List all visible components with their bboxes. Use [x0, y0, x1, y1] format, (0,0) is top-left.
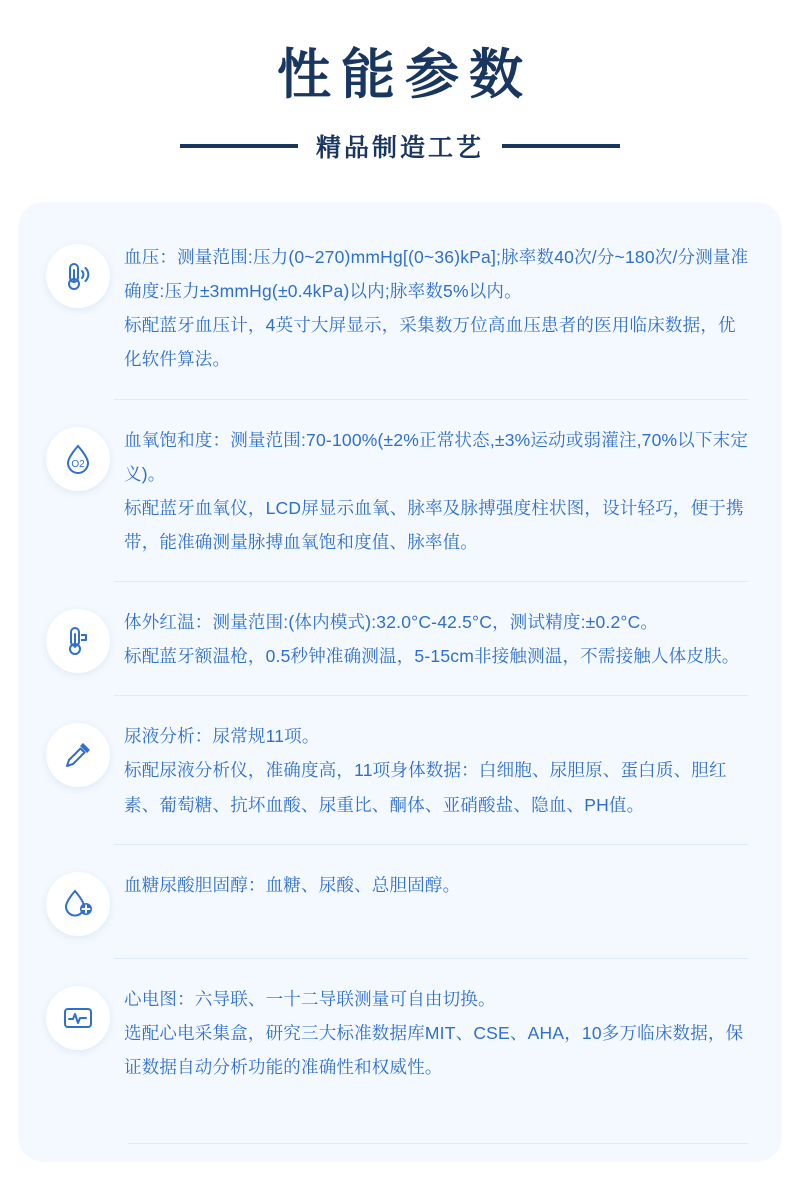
icon-cell — [32, 717, 124, 787]
blood-oxygen-drop-icon — [46, 427, 110, 491]
icon-cell — [32, 603, 124, 673]
spec-text — [124, 866, 752, 902]
icon-cell — [32, 866, 124, 936]
spec-line: 标配蓝牙血氧仪，LCD屏显示血氧、脉率及脉搏强度柱状图，设计轻巧，便于携带，能准确测量脉搏血氧饱和度值、脉率值。 — [124, 497, 744, 552]
thermometer-gun-icon — [46, 609, 110, 673]
spec-row-temperature — [18, 581, 782, 695]
page-header — [0, 0, 800, 164]
spec-line: 体外红温：测量范围:(体内模式):32.0°C-42.5°C，测试精度:±0.2°C。 — [124, 612, 659, 633]
spec-text — [124, 603, 752, 673]
blood-drop-plus-icon — [46, 872, 110, 936]
spec-line: 标配蓝牙血压计，4英寸大屏显示，采集数万位高血压患者的医用临床数据，优化软件算法。 — [124, 315, 736, 370]
spec-text — [124, 980, 752, 1084]
spec-text — [124, 238, 752, 377]
spec-row-spo2 — [18, 399, 782, 582]
icon-cell — [32, 238, 124, 308]
spec-row-urine-analysis — [18, 695, 782, 843]
spec-line: 选配心电采集盒，研究三大标准数据库MIT、CSE、AHA，10多万临床数据，保证数据自动分析功能的准确性和权威性。 — [124, 1022, 744, 1077]
thermometer-signal-icon — [46, 244, 110, 308]
spec-card — [18, 202, 782, 1162]
spec-line: 标配尿液分析仪，准确度高，11项身体数据：白细胞、尿胆原、蛋白质、胆红素、葡萄糖、抗坏血酸、尿重比、酮体、亚硝酸盐、隐血、PH值。 — [124, 760, 727, 815]
svg-text:O2: O2 — [71, 458, 85, 470]
dropper-pipette-icon — [46, 723, 110, 787]
spec-line: 尿液分析：尿常规11项。 — [124, 726, 320, 747]
spec-line: 血糖尿酸胆固醇：血糖、尿酸、总胆固醇。 — [124, 874, 461, 895]
spec-text — [124, 717, 752, 821]
subtitle-row — [0, 128, 800, 164]
page-title: 性能参数 — [277, 45, 533, 105]
page-subtitle: 精品制造工艺 — [315, 134, 484, 163]
spec-row-blood-pressure — [18, 216, 782, 399]
ecg-monitor-icon — [46, 986, 110, 1050]
spec-row-ecg — [18, 958, 782, 1106]
icon-cell — [32, 421, 124, 491]
icon-cell — [32, 980, 124, 1050]
list-bottom-divider — [128, 1143, 748, 1144]
spec-text — [124, 421, 752, 560]
spec-row-glucose — [18, 844, 782, 958]
spec-line: 血氧饱和度：测量范围:70-100%(±2%正常状态,±3%运动或弱灌注,70%以下末定义)。 — [124, 429, 749, 484]
spec-line: 心电图：六导联、一十二导联测量可自由切换。 — [124, 988, 496, 1009]
rule-left — [180, 144, 298, 148]
rule-right — [502, 144, 620, 148]
spec-line: 标配蓝牙额温枪，0.5秒钟准确测温，5-15cm非接触测温，不需接触人体皮肤。 — [124, 646, 740, 667]
spec-list — [18, 216, 782, 1106]
spec-line: 血压：测量范围:压力(0~270)mmHg[(0~36)kPa];脉率数40次/分~180次/分测量准确度:压力±3mmHg(±0.4kPa)以内;脉率数5%以内。 — [124, 247, 749, 302]
